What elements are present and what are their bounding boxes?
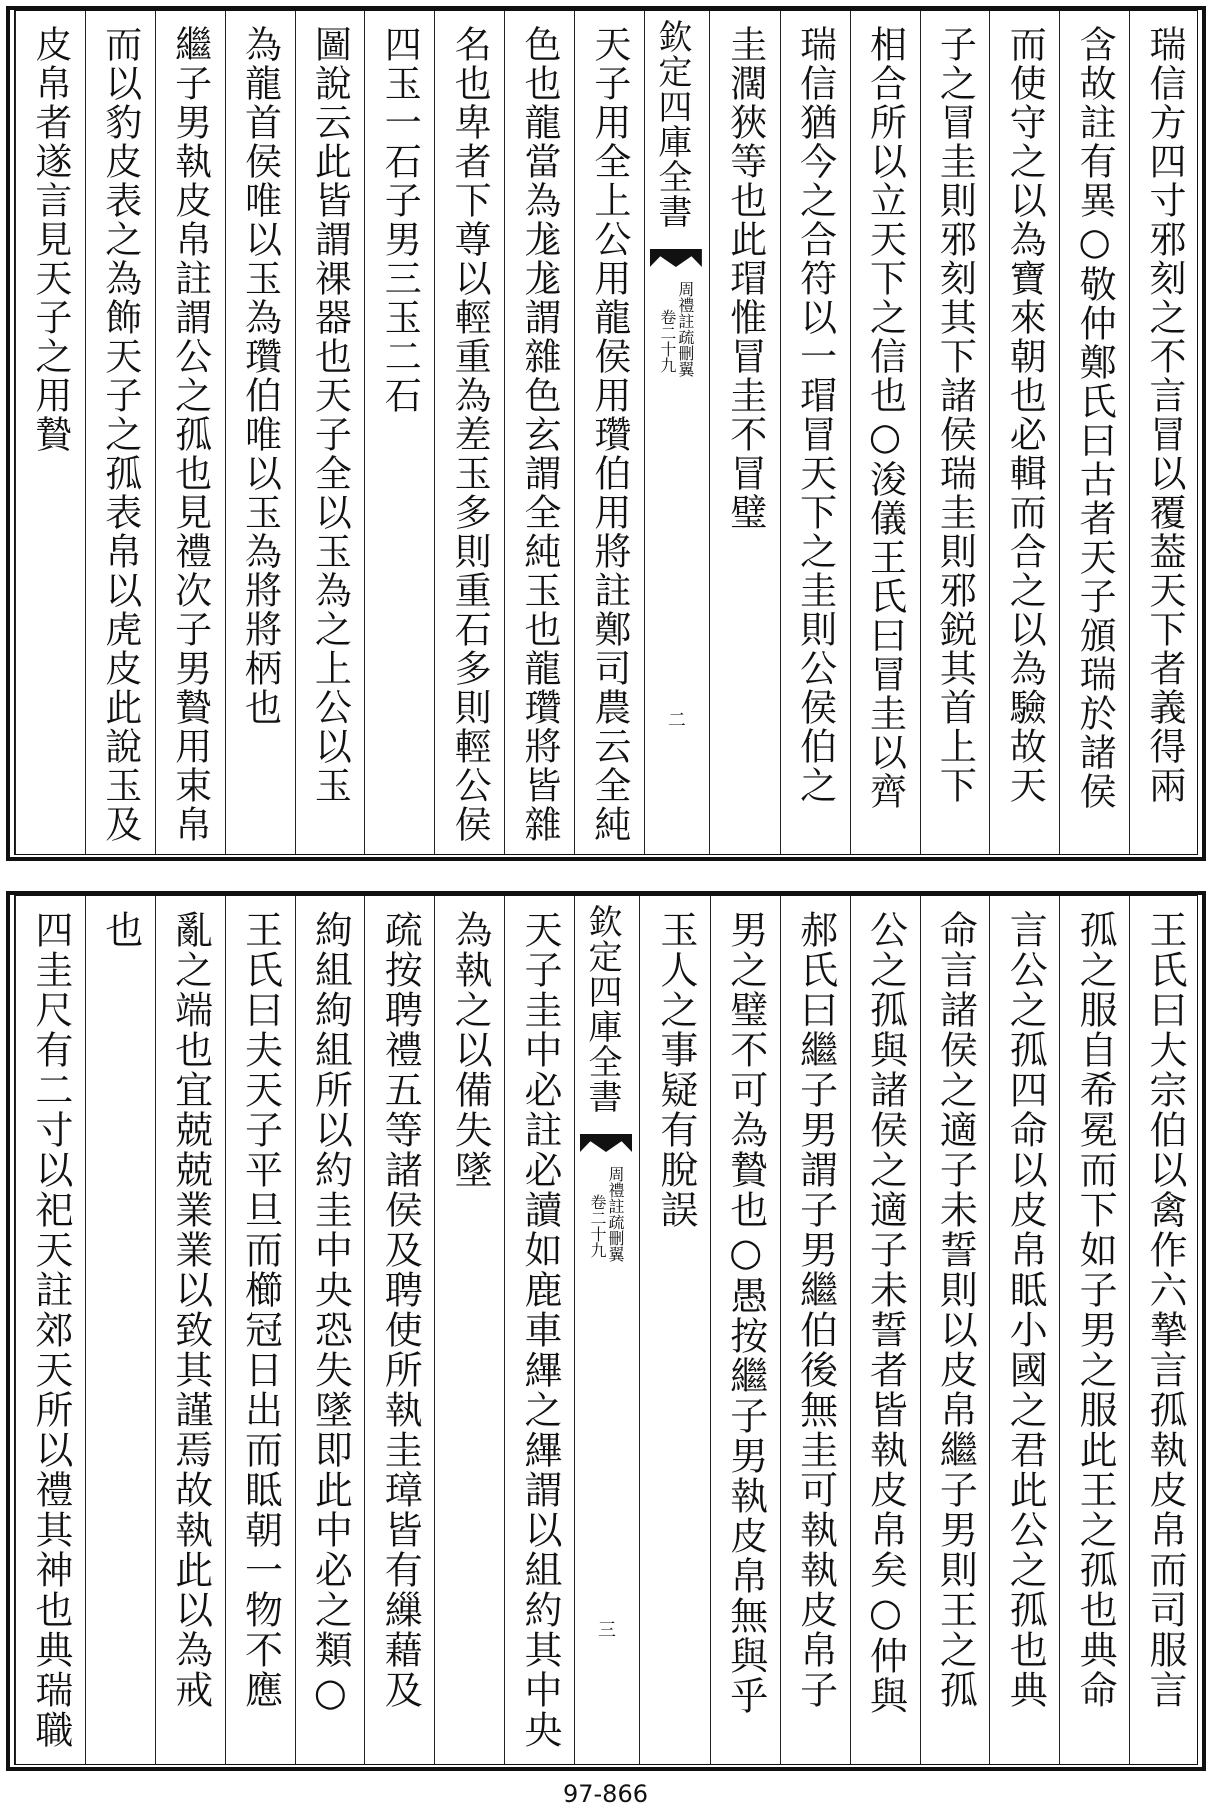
column-text: 亂之端也宜兢兢業業以致其謹焉故執此以為戒	[168, 910, 213, 1710]
top-page	[0, 0, 1211, 870]
column-text: 為龍首侯唯以玉為瓚伯唯以玉為將將柄也	[238, 25, 282, 727]
text-column	[155, 11, 225, 854]
top-columns	[15, 11, 1197, 854]
text-column	[574, 11, 644, 854]
top-inner-frame	[14, 10, 1198, 855]
text-column	[15, 11, 85, 854]
column-text: 天子圭中必註必讀如鹿車縪之縪謂以組約其中央	[518, 910, 562, 1750]
leaf-number: 三	[598, 1620, 616, 1641]
text-column	[989, 11, 1059, 854]
text-column	[155, 896, 225, 1764]
text-column	[780, 11, 850, 854]
column-text: 男之璧不可為贄也○愚按繼子男執皮帛無與乎	[723, 910, 768, 1716]
text-column	[364, 896, 434, 1764]
column-rule	[85, 896, 86, 1764]
text-column	[640, 896, 710, 1764]
bottom-inner-frame	[14, 895, 1198, 1765]
center-gutter	[574, 896, 640, 1764]
text-column	[225, 11, 295, 854]
gutter-rule-right	[709, 11, 710, 854]
column-text: 相合所以立天下之信也○浚儀王氏曰冒圭以齊	[863, 25, 907, 811]
column-text: 王氏曰大宗伯以禽作六摯言孤執皮帛而司服言	[1143, 910, 1187, 1710]
column-text: 四圭尺有二寸以祀天註郊天所以禮其神也典瑞職	[28, 910, 73, 1750]
text-column	[15, 896, 85, 1764]
column-text: 四玉一石子男三玉二石	[378, 25, 422, 415]
fishtail-mark-icon	[580, 1134, 632, 1152]
column-text: 瑞信猶今之合符以一瑁冒天下之圭則公侯伯之	[793, 25, 837, 805]
gutter-rule-left	[644, 11, 645, 854]
column-text: 孤之服自希冕而下如子男之服此王之孤也典命	[1073, 910, 1118, 1710]
text-column	[504, 11, 574, 854]
text-column	[1129, 896, 1199, 1764]
column-text: 絇組絇組所以約圭中央恐失墜即此中必之類○	[308, 910, 353, 1716]
column-text: 含故註有異○敬仲鄭氏曰古者天子頒瑞於諸侯	[1073, 25, 1117, 811]
volume-label: 卷二十九	[657, 309, 677, 373]
gutter-rule-left	[574, 896, 575, 1764]
column-text: 皮帛者遂言見天子之用贄	[28, 25, 72, 454]
text-column	[1059, 11, 1129, 854]
text-column	[920, 11, 990, 854]
text-column	[920, 896, 990, 1764]
text-column	[1059, 896, 1129, 1764]
text-column	[434, 896, 504, 1764]
column-text: 公之孤與諸侯之適子未誓者皆執皮帛矣○仲與	[863, 910, 908, 1716]
column-text: 圖說云此皆謂祼器也天子全以玉為之上公以玉	[308, 25, 352, 805]
page-footer-number: 97-866	[562, 1780, 648, 1808]
column-text: 郝氏曰繼子男謂子男繼伯後無圭可執執皮帛子	[793, 910, 838, 1710]
text-column	[364, 11, 434, 854]
column-text: 為執之以備失墜	[448, 910, 493, 1190]
text-column	[434, 11, 504, 854]
book-title: 欽定四庫全書	[582, 904, 622, 1114]
text-column	[850, 11, 920, 854]
column-text: 名也卑者下尊以輕重為差玉多則重石多則輕公侯	[448, 25, 492, 844]
bottom-columns	[15, 896, 1197, 1764]
column-text: 天子用全上公用龍侯用瓚伯用將註鄭司農云全純	[587, 25, 631, 844]
text-column	[85, 896, 155, 1764]
center-gutter	[644, 11, 710, 854]
text-column	[850, 896, 920, 1764]
column-text: 而以豹皮表之為飾天子之孤表帛以虎皮此說玉及	[98, 25, 142, 844]
column-text: 瑞信方四寸邪刻之不言冒以覆葢天下者義得兩	[1143, 25, 1186, 805]
column-text: 命言諸侯之適子未誓則以皮帛繼子男則王之孤	[933, 910, 978, 1710]
source-title: 周禮註疏刪翼	[606, 1166, 625, 1262]
column-text: 玉人之事疑有脫誤	[653, 910, 698, 1230]
volume-label: 卷二十九	[588, 1194, 607, 1258]
text-column	[504, 896, 574, 1764]
column-text: 而使守之以為寶來朝也必輯而合之以為驗故天	[1003, 25, 1047, 805]
column-text: 王氏曰夫天子平旦而櫛冠日出而眡朝一物不應	[238, 910, 283, 1710]
source-title: 周禮註疏刪翼	[675, 281, 695, 377]
column-text: 子之冒圭則邪刻其下諸侯瑞圭則邪鋭其首上下	[933, 25, 977, 805]
book-title: 欽定四庫全書	[651, 19, 692, 229]
text-column	[989, 896, 1059, 1764]
gutter-rule-right	[639, 896, 640, 1764]
text-column	[780, 896, 850, 1764]
text-column	[1129, 11, 1199, 854]
bottom-page	[0, 885, 1211, 1780]
text-column	[295, 11, 365, 854]
column-text: 圭濶狹等也此瑁惟冒圭不冒璧	[723, 25, 767, 532]
column-text: 言公之孤四命以皮帛眡小國之君此公之孤也典	[1003, 910, 1048, 1710]
column-text: 色也龍當為尨尨謂雜色玄謂全純玉也龍瓚將皆雜	[518, 25, 561, 844]
text-column	[85, 11, 155, 854]
text-column	[710, 11, 780, 854]
text-column	[225, 896, 295, 1764]
text-column	[710, 896, 780, 1764]
column-text: 疏按聘禮五等諸侯及聘使所執圭璋皆有繅藉及	[378, 910, 423, 1710]
text-column	[295, 896, 365, 1764]
fishtail-mark-icon	[650, 249, 702, 267]
leaf-number: 二	[667, 710, 686, 731]
column-text: 繼子男執皮帛註謂公之孤也見禮次子男贄用束帛	[168, 25, 212, 844]
column-text: 也	[98, 910, 143, 950]
